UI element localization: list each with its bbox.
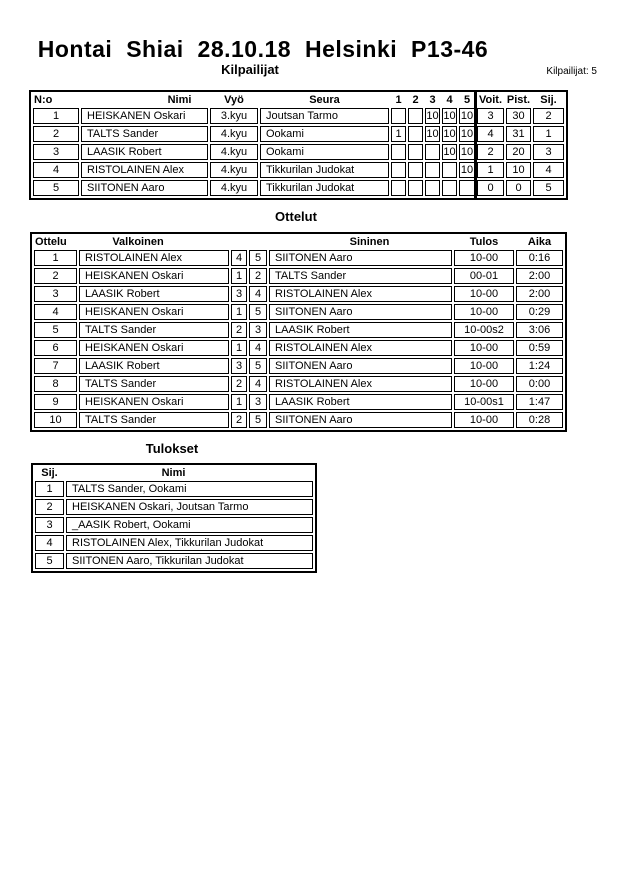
cell-score-3 xyxy=(425,162,440,178)
cell-points: 10 xyxy=(506,162,531,178)
cell-blue-no: 5 xyxy=(249,412,267,428)
competitor-row xyxy=(33,108,564,124)
cell-place: 5 xyxy=(533,180,564,196)
competitors-count-label: Kilpailijat: 5 xyxy=(546,66,597,77)
result-row xyxy=(35,535,313,551)
cell-white-name: TALTS Sander xyxy=(79,322,229,338)
cell-result: 10-00 xyxy=(454,412,514,428)
cell-white-no: 2 xyxy=(231,412,247,428)
col-club: Seura xyxy=(309,94,340,106)
col-name: Nimi xyxy=(167,94,192,106)
col-2: 2 xyxy=(412,94,419,106)
cell-time: 2:00 xyxy=(516,286,563,302)
cell-name: TALTS Sander xyxy=(81,126,208,142)
cell-name: HEISKANEN Oskari xyxy=(81,108,208,124)
cell-score-3 xyxy=(425,180,440,196)
cell-score-2 xyxy=(408,162,423,178)
cell-blue-name: RISTOLAINEN Alex xyxy=(269,376,452,392)
col-place: Sij. xyxy=(41,467,58,479)
match-row xyxy=(34,268,563,284)
cell-place: 4 xyxy=(533,162,564,178)
cell-score-5: 10 xyxy=(460,146,474,158)
cell-wins: 1 xyxy=(477,162,504,178)
cell-time: 0:59 xyxy=(516,340,563,356)
competitors-table-container xyxy=(29,90,568,200)
cell-blue-name: RISTOLAINEN Alex xyxy=(269,340,452,356)
cell-white-no: 1 xyxy=(231,268,247,284)
cell-place: 2 xyxy=(35,499,64,515)
competitors-heading: Kilpailijat xyxy=(221,62,279,77)
cell-belt: 3.kyu xyxy=(210,108,258,124)
competitor-row xyxy=(33,162,564,178)
cell-blue-name: SIITONEN Aaro xyxy=(269,412,452,428)
cell-result: 10-00 xyxy=(454,250,514,266)
match-row xyxy=(34,394,563,410)
cell-match-no: 7 xyxy=(34,358,77,374)
result-row xyxy=(35,499,313,515)
cell-wins: 0 xyxy=(477,180,504,196)
col-blue-no xyxy=(249,236,267,248)
cell-white-no: 1 xyxy=(231,340,247,356)
cell-white-no: 2 xyxy=(231,376,247,392)
cell-white-name: TALTS Sander xyxy=(79,412,229,428)
cell-score-4 xyxy=(442,180,457,196)
cell-match-no: 5 xyxy=(34,322,77,338)
cell-blue-no: 4 xyxy=(249,376,267,392)
cell-result: 00-01 xyxy=(454,268,514,284)
cell-blue-name: SIITONEN Aaro xyxy=(269,358,452,374)
cell-belt: 4.kyu xyxy=(210,180,258,196)
cell-place: 1 xyxy=(533,126,564,142)
cell-score-3 xyxy=(425,144,440,160)
cell-match-no: 2 xyxy=(34,268,77,284)
results-heading: Tulokset xyxy=(145,441,199,456)
cell-score-2 xyxy=(408,180,423,196)
cell-points: 31 xyxy=(506,126,531,142)
cell-score-4: 10 xyxy=(443,110,456,122)
col-place: Sij. xyxy=(540,94,557,106)
cell-time: 3:06 xyxy=(516,322,563,338)
competitor-row xyxy=(33,144,564,160)
cell-white-name: HEISKANEN Oskari xyxy=(79,268,229,284)
cell-score-3: 10 xyxy=(426,128,439,140)
col-wins: Voit. xyxy=(478,94,502,106)
col-no: N:o xyxy=(34,94,53,106)
cell-white-no: 3 xyxy=(231,358,247,374)
cell-score-5: 10 xyxy=(460,128,474,140)
cell-result: 10-00 xyxy=(454,304,514,320)
cell-blue-no: 2 xyxy=(249,268,267,284)
cell-club: Ookami xyxy=(260,126,389,142)
cell-place: 3 xyxy=(35,517,64,533)
cell-blue-name: RISTOLAINEN Alex xyxy=(269,286,452,302)
cell-blue-name: SIITONEN Aaro xyxy=(269,250,452,266)
cell-blue-no: 5 xyxy=(249,250,267,266)
competitors-header-row xyxy=(33,94,564,106)
cell-place: 2 xyxy=(533,108,564,124)
cell-time: 1:24 xyxy=(516,358,563,374)
cell-result: 10-00s2 xyxy=(454,322,514,338)
cell-blue-name: LAASIK Robert xyxy=(269,394,452,410)
cell-white-no: 3 xyxy=(231,286,247,302)
cell-name: TALTS Sander, Ookami xyxy=(66,481,313,497)
competitors-table xyxy=(29,90,568,200)
cell-white-name: HEISKANEN Oskari xyxy=(79,304,229,320)
cell-white-no: 4 xyxy=(231,250,247,266)
cell-belt: 4.kyu xyxy=(210,162,258,178)
cell-name: LAASIK Robert xyxy=(81,144,208,160)
cell-score-1 xyxy=(391,180,406,196)
cell-club: Tikkurilan Judokat xyxy=(260,162,389,178)
cell-no: 4 xyxy=(33,162,79,178)
cell-score-4: 10 xyxy=(443,146,456,158)
cell-score-1 xyxy=(391,108,406,124)
match-row xyxy=(34,286,563,302)
matches-heading: Ottelut xyxy=(275,209,317,224)
page-title: Hontai Shiai 28.10.18 Helsinki P13-46 xyxy=(37,36,489,62)
col-blue: Sininen xyxy=(349,236,390,248)
col-white-no xyxy=(231,236,247,248)
cell-belt: 4.kyu xyxy=(210,144,258,160)
cell-result: 10-00s1 xyxy=(454,394,514,410)
cell-white-no: 2 xyxy=(231,322,247,338)
competitor-row xyxy=(33,180,564,196)
col-3: 3 xyxy=(429,94,436,106)
col-4: 4 xyxy=(446,94,453,106)
cell-white-name: HEISKANEN Oskari xyxy=(79,394,229,410)
cell-white-name: RISTOLAINEN Alex xyxy=(79,250,229,266)
matches-table-container xyxy=(30,232,567,432)
cell-wins: 4 xyxy=(477,126,504,142)
cell-blue-no: 3 xyxy=(249,322,267,338)
cell-white-name: LAASIK Robert xyxy=(79,286,229,302)
col-match-no: Ottelu xyxy=(35,236,67,248)
cell-belt: 4.kyu xyxy=(210,126,258,142)
match-row xyxy=(34,322,563,338)
cell-place: 3 xyxy=(533,144,564,160)
cell-place: 4 xyxy=(35,535,64,551)
cell-time: 1:47 xyxy=(516,394,563,410)
cell-time: 0:28 xyxy=(516,412,563,428)
cell-time: 0:29 xyxy=(516,304,563,320)
cell-match-no: 9 xyxy=(34,394,77,410)
col-1: 1 xyxy=(395,94,402,106)
results-table xyxy=(31,463,317,573)
cell-match-no: 10 xyxy=(34,412,77,428)
match-row xyxy=(34,376,563,392)
cell-result: 10-00 xyxy=(454,376,514,392)
cell-time: 0:00 xyxy=(516,376,563,392)
col-belt: Vyö xyxy=(224,94,244,106)
match-row xyxy=(34,412,563,428)
cell-score-4: 10 xyxy=(443,128,456,140)
cell-name: SIITONEN Aaro, Tikkurilan Judokat xyxy=(66,553,313,569)
cell-blue-no: 4 xyxy=(249,340,267,356)
col-points: Pist. xyxy=(506,94,531,106)
col-result: Tulos xyxy=(469,236,499,248)
cell-points: 30 xyxy=(506,108,531,124)
cell-score-4 xyxy=(442,162,457,178)
cell-match-no: 4 xyxy=(34,304,77,320)
cell-points: 0 xyxy=(506,180,531,196)
cell-club: Joutsan Tarmo xyxy=(260,108,389,124)
match-row xyxy=(34,304,563,320)
cell-match-no: 6 xyxy=(34,340,77,356)
cell-score-1 xyxy=(391,144,406,160)
cell-time: 2:00 xyxy=(516,268,563,284)
result-row xyxy=(35,517,313,533)
col-name: Nimi xyxy=(161,467,186,479)
cell-wins: 2 xyxy=(477,144,504,160)
cell-place: 1 xyxy=(35,481,64,497)
results-header-row xyxy=(35,467,313,479)
cell-score-3: 10 xyxy=(426,110,439,122)
cell-blue-no: 5 xyxy=(249,358,267,374)
cell-score-2 xyxy=(408,144,423,160)
results-table-container xyxy=(31,463,317,573)
match-row xyxy=(34,358,563,374)
cell-name: HEISKANEN Oskari, Joutsan Tarmo xyxy=(66,499,313,515)
cell-points: 20 xyxy=(506,144,531,160)
col-time: Aika xyxy=(527,236,552,248)
cell-white-name: HEISKANEN Oskari xyxy=(79,340,229,356)
result-row xyxy=(35,553,313,569)
cell-blue-no: 3 xyxy=(249,394,267,410)
cell-score-2 xyxy=(408,126,423,142)
standings-divider xyxy=(474,90,477,200)
cell-white-no: 1 xyxy=(231,304,247,320)
cell-blue-no: 5 xyxy=(249,304,267,320)
cell-score-1: 1 xyxy=(391,126,406,142)
cell-club: Tikkurilan Judokat xyxy=(260,180,389,196)
cell-score-5: 10 xyxy=(460,110,474,122)
cell-no: 2 xyxy=(33,126,79,142)
cell-match-no: 1 xyxy=(34,250,77,266)
cell-blue-no: 4 xyxy=(249,286,267,302)
match-row xyxy=(34,250,563,266)
cell-place: 5 xyxy=(35,553,64,569)
cell-score-2 xyxy=(408,108,423,124)
cell-no: 5 xyxy=(33,180,79,196)
cell-no: 3 xyxy=(33,144,79,160)
cell-blue-name: TALTS Sander xyxy=(269,268,452,284)
match-row xyxy=(34,340,563,356)
cell-score-5: 10 xyxy=(460,164,474,176)
cell-name: RISTOLAINEN Alex, Tikkurilan Judokat xyxy=(66,535,313,551)
cell-blue-name: SIITONEN Aaro xyxy=(269,304,452,320)
cell-match-no: 3 xyxy=(34,286,77,302)
cell-result: 10-00 xyxy=(454,358,514,374)
matches-header-row xyxy=(34,236,563,248)
cell-score-1 xyxy=(391,162,406,178)
cell-blue-name: LAASIK Robert xyxy=(269,322,452,338)
cell-match-no: 8 xyxy=(34,376,77,392)
competitor-row xyxy=(33,126,564,142)
cell-name: SIITONEN Aaro xyxy=(81,180,208,196)
col-white: Valkoinen xyxy=(112,236,164,248)
matches-table xyxy=(30,232,567,432)
cell-time: 0:16 xyxy=(516,250,563,266)
cell-name: _AASIK Robert, Ookami xyxy=(66,517,313,533)
cell-score-5 xyxy=(459,180,475,196)
cell-no: 1 xyxy=(33,108,79,124)
cell-club: Ookami xyxy=(260,144,389,160)
cell-name: RISTOLAINEN Alex xyxy=(81,162,208,178)
cell-white-no: 1 xyxy=(231,394,247,410)
cell-white-name: LAASIK Robert xyxy=(79,358,229,374)
cell-wins: 3 xyxy=(477,108,504,124)
result-row xyxy=(35,481,313,497)
col-5: 5 xyxy=(463,94,471,106)
cell-result: 10-00 xyxy=(454,340,514,356)
cell-white-name: TALTS Sander xyxy=(79,376,229,392)
cell-result: 10-00 xyxy=(454,286,514,302)
